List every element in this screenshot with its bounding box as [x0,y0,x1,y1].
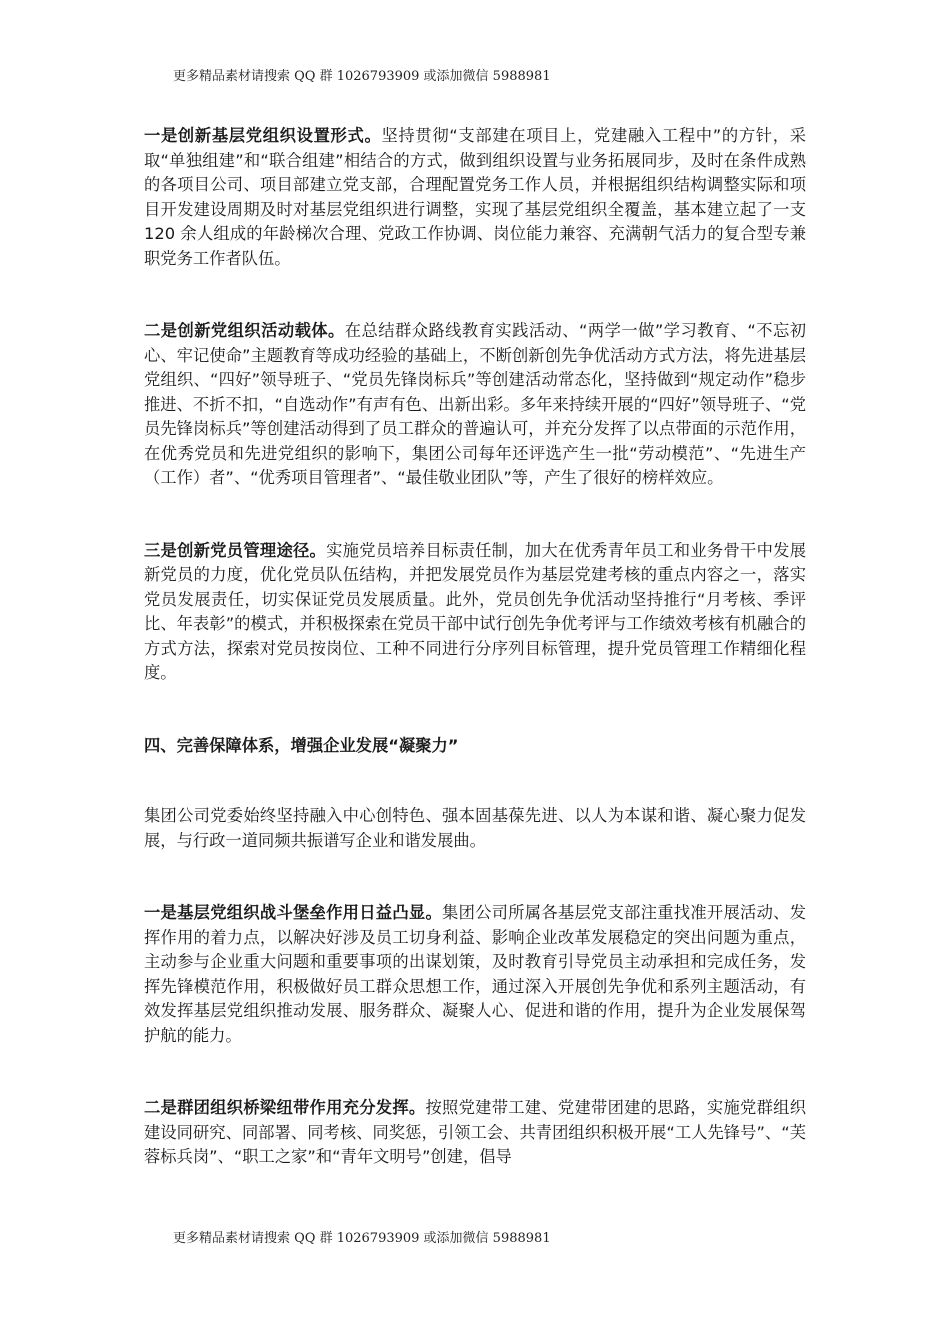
paragraph-3-body: 实施党员培养目标责任制，加大在优秀青年员工和业务骨干中发展新党员的力度，优化党员队伍结构，并把发展党员作为基层党建考核的重点内容之一，落实党员发展责任，切实保证党员发展质量。此外，党员创先争优活动坚持推行“月考核、季评比、年表彰”的模式，并积极探索在党员干部中试行创先争优考评与工作绩效考核有机融合的方式方法，探索对党员按岗位、工种不同进行分序列目标管理，提升党员管理工作精细化程度。 [144,540,806,682]
section-paragraph-1-body: 集团公司所属各基层党支部注重找准开展活动、发挥作用的着力点，以解决好涉及员工切身利益、影响企业改革发展稳定的突出问题为重点，主动参与企业重大问题和重要事项的出谋划策，及时教育引导党员主动承担和完成任务，发挥先锋模范作用，积极做好员工群众思想工作，通过深入开展创先争优和系列主题活动，有效发挥基层党组织推动发展、服务群众、凝聚人心、促进和谐的作用，提升为企业发展保驾护航的能力。 [144,903,806,1045]
header-watermark-note: 更多精品素材请搜索 QQ 群 1026793909 或添加微信 5988981 [173,69,551,84]
section-heading: 四、完善保障体系，增强企业发展“凝聚力” [144,735,459,755]
footer-watermark-note: 更多精品素材请搜索 QQ 群 1026793909 或添加微信 5988981 [173,1231,551,1246]
paragraph-3 [144,539,806,686]
section-paragraph-1 [144,901,806,1048]
document-body [144,124,806,1170]
section-paragraph-2-lead: 二是群团组织桥梁纽带作用充分发挥。 [144,1098,426,1117]
paragraph-2-lead: 二是创新党组织活动载体。 [144,321,345,340]
section-paragraph-2 [144,1096,806,1170]
section-paragraph-1-lead: 一是基层党组织战斗堡垒作用日益凸显。 [144,903,443,922]
paragraph-3-lead: 三是创新党员管理途径。 [144,540,327,560]
paragraph-1-body: 坚持贯彻“支部建在项目上，党建融入工程中”的方针，采取“单独组建”和“联合组建”相结合的方式，做到组织设置与业务拓展同步，及时在条件成熟的各项目公司、项目部建立党支部，合理配置党务工作人员，并根据组织结构调整实际和项目开发建设周期及时对基层党组织进行调整，实现了基层党组织全覆盖，基本建立起了一支 120 余人组成的年龄梯次合理、党政工作协调、岗位能力兼容、充满朝气活力的复合型专兼职党务工作者队伍。 [144,126,806,268]
paragraph-2-body: 在总结群众路线教育实践活动、“两学一做”学习教育、“不忘初心、牢记使命”主题教育等成功经验的基础上，不断创新创先争优活动方式方法，将先进基层党组织、“四好”领导班子、“党员先锋岗标兵”等创建活动常态化，坚持做到“规定动作”稳步推进、不折不扣，“自选动作”有声有色、出新出彩。多年来持续开展的“四好”领导班子、“党员先锋岗标兵”等创建活动得到了员工群众的普遍认可，并充分发挥了以点带面的示范作用，在优秀党员和先进党组织的影响下，集团公司每年还评选产生一批“劳动模范”、“先进生产（工作）者”、“优秀项目管理者”、“最佳敬业团队”等，产生了很好的榜样效应。 [144,321,806,487]
section-intro: 集团公司党委始终坚持融入中心创特色、强本固基葆先进、以人为本谋和谐、凝心聚力促发展，与行政一道同频共振谱写企业和谐发展曲。 [144,806,806,850]
paragraph-2 [144,319,806,491]
paragraph-1-lead: 一是创新基层党组织设置形式。 [144,126,382,145]
paragraph-1 [144,124,806,271]
section-paragraph-2-body: 按照党建带工建、党建带团建的思路，实施党群组织建设同研究、同部署、同考核、同奖惩，引领工会、共青团组织积极开展“工人先锋号”、“芙蓉标兵岗”、“职工之家”和“青年文明号”创建，倡导 [144,1098,806,1166]
